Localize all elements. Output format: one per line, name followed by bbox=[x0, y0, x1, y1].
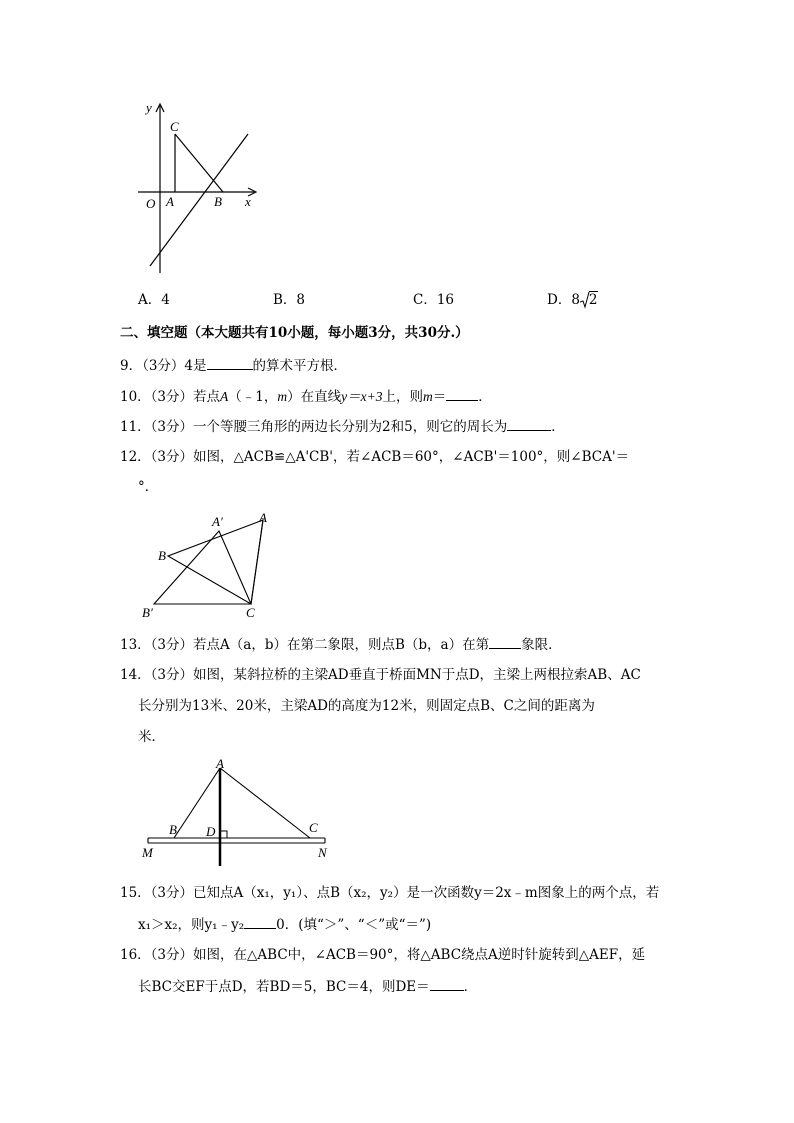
q10-post1: 上，则 bbox=[382, 389, 423, 405]
q10-point: A bbox=[220, 389, 229, 404]
question-13 bbox=[120, 635, 562, 654]
sqrt-sign bbox=[580, 291, 598, 309]
label-c: C bbox=[170, 119, 179, 134]
label-b: B bbox=[158, 548, 166, 563]
choice-d bbox=[547, 291, 598, 309]
label-n: N bbox=[318, 845, 327, 860]
label-b: B bbox=[214, 194, 222, 209]
segment-cb bbox=[175, 134, 223, 192]
q16-blank bbox=[430, 977, 464, 991]
section-2-header: 二、填空题（本大题共有10小题，每小题3分，共30分.） bbox=[120, 325, 469, 341]
line-through-b bbox=[150, 134, 248, 266]
triangle-figure bbox=[140, 506, 280, 622]
q15-blank bbox=[244, 915, 276, 929]
q13-text: 13．（3分）若点A（a，b）在第二象限，则点B（b，a）在第 bbox=[120, 637, 490, 653]
q10-coord: （﹣1， bbox=[228, 389, 278, 405]
q11-pre: 11．（3分）一个等腰三角形的两边长分别为2和5，则它的周长为 bbox=[120, 419, 508, 435]
label-c: C bbox=[246, 605, 255, 620]
question-11 bbox=[120, 417, 565, 436]
triangle-acb bbox=[168, 520, 263, 604]
q10-end: ． bbox=[478, 389, 492, 405]
question-14-line-2: 长分别为13米、20米，主梁AD的高度为12米，则固定点B、C之间的距离为 bbox=[138, 698, 595, 714]
label-x: x bbox=[245, 194, 251, 209]
label-d: D bbox=[206, 824, 216, 839]
question-16-line-1: 16．（3分）如图，在△ABC中，∠ACB＝90°，将△ABC绕点A逆时针旋转到△AEF，延 bbox=[120, 947, 646, 963]
q10-mid: ）在直线 bbox=[287, 389, 342, 405]
label-m: M bbox=[142, 845, 153, 860]
q15-condition: x₁＞x₂，则y₁﹣y₂ bbox=[138, 917, 245, 933]
choice-c: C．16 bbox=[413, 292, 455, 308]
q10-blank bbox=[446, 387, 478, 401]
choice-b: B．8 bbox=[273, 292, 306, 308]
cable-ac bbox=[220, 768, 310, 838]
question-15-line-2 bbox=[138, 915, 431, 934]
q11-blank bbox=[507, 417, 551, 431]
q10-equation: y＝x+3 bbox=[341, 389, 383, 404]
q15-options: 0．(填“＞”、“＜”或“＝”) bbox=[276, 917, 432, 933]
q11-end: ． bbox=[551, 419, 565, 435]
q10-m2: m bbox=[422, 389, 433, 404]
q9-blank bbox=[207, 356, 253, 370]
label-a: A bbox=[259, 510, 267, 525]
q10-post2: ＝ bbox=[432, 389, 447, 405]
question-9 bbox=[120, 356, 347, 375]
question-14-line-1: 14．（3分）如图，某斜拉桥的主梁AD垂直于桥面MN于点D，主梁上两根拉索AB、AC bbox=[120, 667, 641, 683]
coordinate-figure bbox=[130, 98, 270, 278]
label-o: O bbox=[146, 196, 156, 211]
q16-end: ． bbox=[463, 979, 478, 995]
choice-d-prefix: D．8 bbox=[547, 292, 580, 308]
question-15-line-1: 15．（3分）已知点A（x₁，y₁）、点B（x₂，y₂）是一次函数y＝2x﹣m图象上的两个点，若 bbox=[120, 885, 660, 901]
question-10 bbox=[120, 387, 492, 406]
q9-post: 的算术平方根． bbox=[252, 358, 348, 374]
right-angle-mark bbox=[221, 831, 227, 838]
label-a: A bbox=[166, 194, 174, 209]
choice-a: A．4 bbox=[138, 292, 170, 308]
question-14-line-3: 米． bbox=[138, 729, 165, 745]
question-16-line-2 bbox=[138, 977, 477, 996]
choice-d-radicand: 2 bbox=[588, 292, 598, 308]
label-b: B bbox=[169, 822, 177, 837]
q10-m: m bbox=[277, 389, 288, 404]
question-12-line-1: 12．（3分）如图，△ACB≌△A'CB'，若∠ACB＝60°，∠ACB'＝100°，则∠BCA'＝ bbox=[120, 449, 630, 465]
question-12-line-2: °． bbox=[138, 479, 159, 495]
bridge-figure bbox=[138, 756, 343, 866]
label-a-prime: A′ bbox=[212, 514, 223, 529]
q16-text: 长BC交EF于点D，若BD＝5，BC＝4，则DE＝ bbox=[138, 979, 430, 995]
label-a: A bbox=[216, 756, 224, 771]
label-c: C bbox=[309, 820, 318, 835]
triangle-a1cb1 bbox=[154, 531, 251, 604]
label-b-prime: B′ bbox=[142, 605, 153, 620]
q9-pre: 9．（3分）4是 bbox=[120, 358, 207, 374]
q13-end: 象限． bbox=[521, 637, 562, 653]
segment-a-c bbox=[251, 520, 263, 604]
label-y: y bbox=[146, 100, 152, 115]
q10-pre: 10．（3分）若点 bbox=[120, 389, 221, 405]
q13-blank bbox=[489, 635, 521, 649]
